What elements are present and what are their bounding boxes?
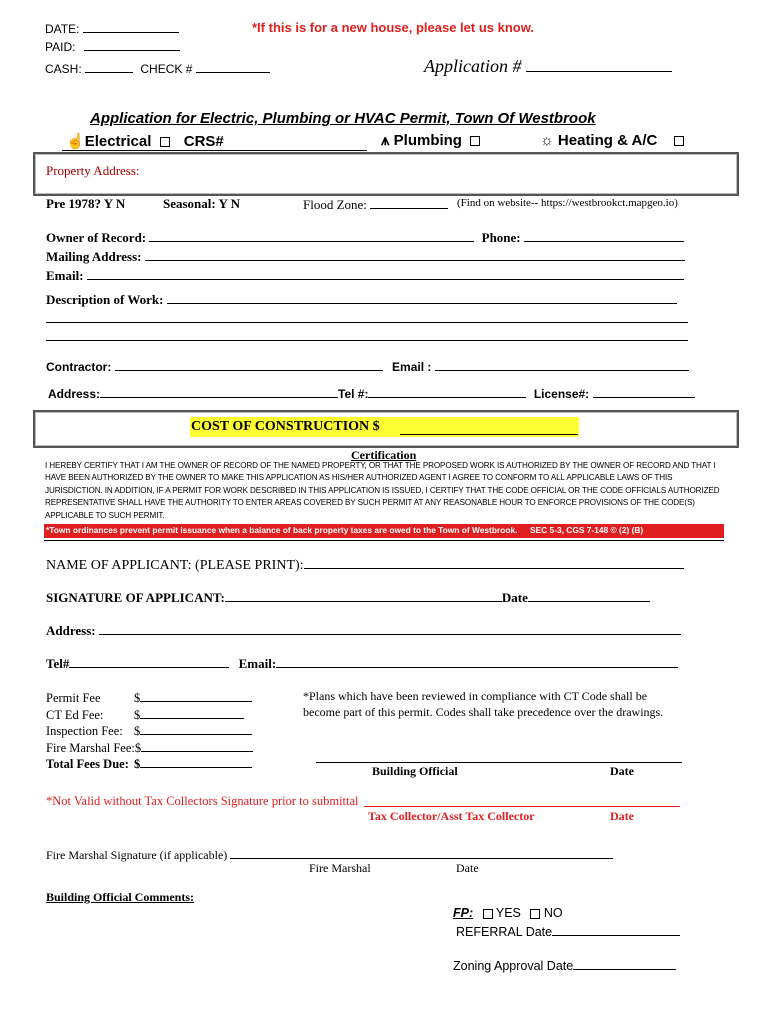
crs-label: CRS# (183, 133, 224, 150)
applicant-email-label: Email: (238, 656, 277, 671)
fp-label: FP: (453, 906, 474, 920)
fire-marshal-fee-label: Fire Marshal Fee: (46, 740, 135, 755)
fire-marshal-fee-line[interactable] (141, 739, 253, 752)
check-line[interactable] (196, 60, 270, 73)
certification-text: I HEREBY CERTIFY THAT I AM THE OWNER OF RECORD OF THE NAMED PROPERTY, OR THAT THE PROPOSED WORK IS AUTHORIZED BY THE OWNER OF RECORD AND THAT I HAVE BEEN AUTHORIZED BY THE OWNER TO MAKE THIS APPLICATION AS HIS/HER AUTHORIZED AGENT I AGREE TO CONFORM TO ALL APPLICABLE LAWS OF THIS JURISDICTION. IN ADDITION, IF A PERMIT FOR WORK DESCRIBED IN THIS APPLICATION IS ISSUED, I CERTIFY THAT THE CODE OFFICIAL OR THE CODE OFFICIALS AUTHORIZED REPRESENTATIVE SHALL HAVE THE AUTHORITY TO ENTER AREAS COVERED BY SUCH PERMIT AT ANY REASONABLE HOUR TO ENFORCE PROVISIONS OF THE CODE(S) APPLICABLE TO SUCH PERMIT. (45, 461, 720, 520)
certification-heading: Certification (351, 448, 417, 462)
application-number-field (424, 56, 672, 77)
description-field (46, 291, 677, 308)
sun-icon: ☼ (540, 132, 554, 149)
permit-fee-label: Permit Fee (46, 691, 101, 705)
date-field (45, 20, 179, 36)
new-house-notice: *If this is for a new house, please let us know. (252, 20, 534, 35)
crs-line[interactable] (62, 150, 367, 151)
fire-marshal-date-label: Date (456, 861, 479, 875)
permit-type-plumbing (381, 132, 480, 149)
applicant-date-line[interactable] (528, 589, 650, 602)
permit-fee-line[interactable] (140, 689, 252, 702)
fees-block (46, 689, 253, 772)
cash-line[interactable] (85, 60, 133, 73)
applicant-contact-field (46, 655, 678, 672)
contractor-tel-line[interactable] (368, 385, 526, 398)
ct-ed-fee-line[interactable] (140, 706, 244, 719)
sec-reference: SEC 5-3, CGS 7-148 © (2) (B) (530, 525, 644, 535)
paid-line[interactable] (84, 38, 180, 51)
ct-ed-fee-row (46, 706, 253, 723)
contractor-label: Contractor: (46, 360, 112, 374)
contractor-address-line[interactable] (100, 385, 338, 398)
building-official-comments-label: Building Official Comments: (46, 890, 195, 904)
tax-collector-label: Tax Collector/Asst Tax Collector (368, 809, 535, 823)
contractor-line[interactable] (115, 358, 383, 371)
check-label: CHECK # (140, 62, 193, 76)
inspection-fee-label: Inspection Fee: (46, 724, 123, 739)
tax-collector-signature-line[interactable] (364, 806, 680, 807)
owner-field (46, 229, 684, 246)
pre-1978-field[interactable]: Pre 1978? Y N (46, 196, 126, 211)
referral-date-line[interactable] (552, 923, 680, 936)
applicant-name-line[interactable] (304, 556, 684, 569)
owner-email-label: Email: (46, 268, 84, 283)
applicant-signature-line[interactable] (225, 589, 502, 602)
tax-collector-note: *Not Valid without Tax Collectors Signature prior to submittal (46, 794, 359, 808)
permit-type-electrical (66, 132, 224, 150)
building-official-date-label: Date (610, 764, 634, 778)
contractor-address-label: Address: (48, 387, 101, 401)
license-label: License#: (533, 387, 590, 401)
applicant-signature-field (46, 589, 650, 606)
fp-field (453, 906, 563, 920)
zoning-approval-field (453, 957, 676, 973)
applicant-address-label: Address: (46, 623, 96, 638)
application-line[interactable] (526, 57, 672, 72)
plans-note-line-2: become part of this permit. Codes shall take precedence over the drawings. (303, 705, 664, 719)
inspection-fee-dollar: $ (134, 724, 141, 739)
applicant-signature-label: SIGNATURE OF APPLICANT: (46, 590, 225, 605)
contractor-field (46, 358, 689, 374)
permit-fee-row (46, 689, 253, 706)
mailing-label: Mailing Address: (46, 249, 142, 264)
plumbing-checkbox[interactable] (470, 136, 480, 146)
paid-field (45, 38, 180, 54)
flood-zone-line[interactable] (370, 196, 448, 209)
tax-collector-date-label: Date (610, 809, 634, 823)
owner-email-line[interactable] (87, 267, 684, 280)
zoning-approval-line[interactable] (573, 957, 676, 970)
fp-yes-checkbox[interactable] (483, 909, 493, 919)
flood-zone-label: Flood Zone: (303, 197, 367, 212)
cash-label: CASH: (45, 62, 82, 76)
cash-check-field (45, 60, 270, 76)
referral-date-field (456, 923, 680, 939)
fire-marshal-label: Fire Marshal (309, 861, 371, 875)
zoning-approval-label: Zoning Approval Date (453, 959, 574, 973)
ct-ed-fee-dollar: $ (134, 707, 141, 722)
phone-label: Phone: (481, 230, 521, 245)
flood-zone-note: (Find on website-- https://westbrookct.mapgeo.io) (457, 197, 678, 209)
phone-line[interactable] (524, 229, 684, 242)
applicant-address-line[interactable] (99, 622, 681, 635)
electrical-label: Electrical (84, 133, 152, 150)
applicant-email-line[interactable] (276, 655, 678, 668)
cost-line[interactable] (400, 434, 578, 435)
contractor-tel-label: Tel #: (338, 387, 369, 401)
fire-marshal-fee-dollar: $ (134, 740, 142, 755)
applicant-tel-label: Tel# (46, 656, 70, 671)
license-line[interactable] (593, 385, 695, 398)
applicant-address-field (46, 622, 681, 639)
flood-zone-field (303, 196, 448, 213)
contractor-email-line[interactable] (435, 358, 689, 371)
fp-no-label: NO (543, 906, 563, 920)
description-line-2[interactable] (46, 322, 688, 323)
date-line[interactable] (83, 20, 179, 33)
heating-checkbox[interactable] (674, 136, 684, 146)
fire-marshal-fee-row (46, 739, 253, 756)
inspection-fee-row (46, 722, 253, 739)
cost-label: COST OF CONSTRUCTION $ (191, 419, 380, 434)
electrical-checkbox[interactable] (160, 137, 170, 147)
plans-note-line-1: *Plans which have been reviewed in compliance with CT Code shall be (303, 689, 648, 703)
inspection-fee-line[interactable] (140, 722, 252, 735)
mailing-field (46, 248, 685, 265)
description-line-3[interactable] (46, 340, 688, 341)
page-title: Application for Electric, Plumbing or HVAC Permit, Town Of Westbrook (90, 110, 596, 127)
application-label: Application # (424, 56, 522, 76)
total-fees-row (46, 755, 253, 772)
referral-date-label: REFERRAL Date (456, 925, 553, 939)
applicant-name-field (46, 556, 684, 574)
fp-yes-label: YES (495, 906, 521, 920)
applicant-name-label: NAME OF APPLICANT: (PLEASE PRINT): (46, 558, 304, 573)
seasonal-field[interactable]: Seasonal: Y N (163, 196, 241, 211)
fp-no-checkbox[interactable] (530, 909, 540, 919)
faucet-icon: ⩚ (381, 132, 390, 149)
certification-divider (44, 540, 724, 541)
building-official-label: Building Official (372, 764, 458, 778)
total-fees-dollar: $ (134, 757, 141, 772)
building-official-signature-line[interactable] (316, 762, 682, 763)
fire-marshal-signature-line[interactable] (230, 846, 613, 859)
permit-fee-dollar: $ (134, 691, 141, 705)
permit-type-heating (540, 132, 684, 149)
mailing-line[interactable] (145, 248, 685, 261)
owner-email-field (46, 267, 684, 284)
heating-label: Heating & A/C (557, 132, 658, 149)
applicant-tel-line[interactable] (69, 655, 229, 668)
owner-line[interactable] (149, 229, 474, 242)
applicant-date-label: Date (501, 590, 528, 605)
description-label: Description of Work: (46, 292, 164, 307)
plumbing-label: Plumbing (393, 132, 462, 149)
description-line-1[interactable] (167, 291, 677, 304)
property-address-label: Property Address: (46, 163, 140, 178)
total-fees-label: Total Fees Due: (46, 757, 129, 772)
date-label: DATE: (45, 22, 80, 36)
fire-marshal-signature-label: Fire Marshal Signature (if applicable) (46, 848, 228, 862)
contractor-email-label: Email : (392, 360, 432, 374)
ct-ed-fee-label: CT Ed Fee: (46, 707, 104, 722)
tax-ordinance-note: *Town ordinances prevent permit issuance when a balance of back property taxes are owed to the Town of Westbrook. (46, 525, 518, 535)
contractor-address-field (48, 385, 695, 401)
paid-label: PAID: (45, 40, 76, 54)
total-fees-line[interactable] (140, 755, 252, 768)
owner-label: Owner of Record: (46, 230, 147, 245)
hand-pointing-icon: ☝ (66, 133, 85, 150)
